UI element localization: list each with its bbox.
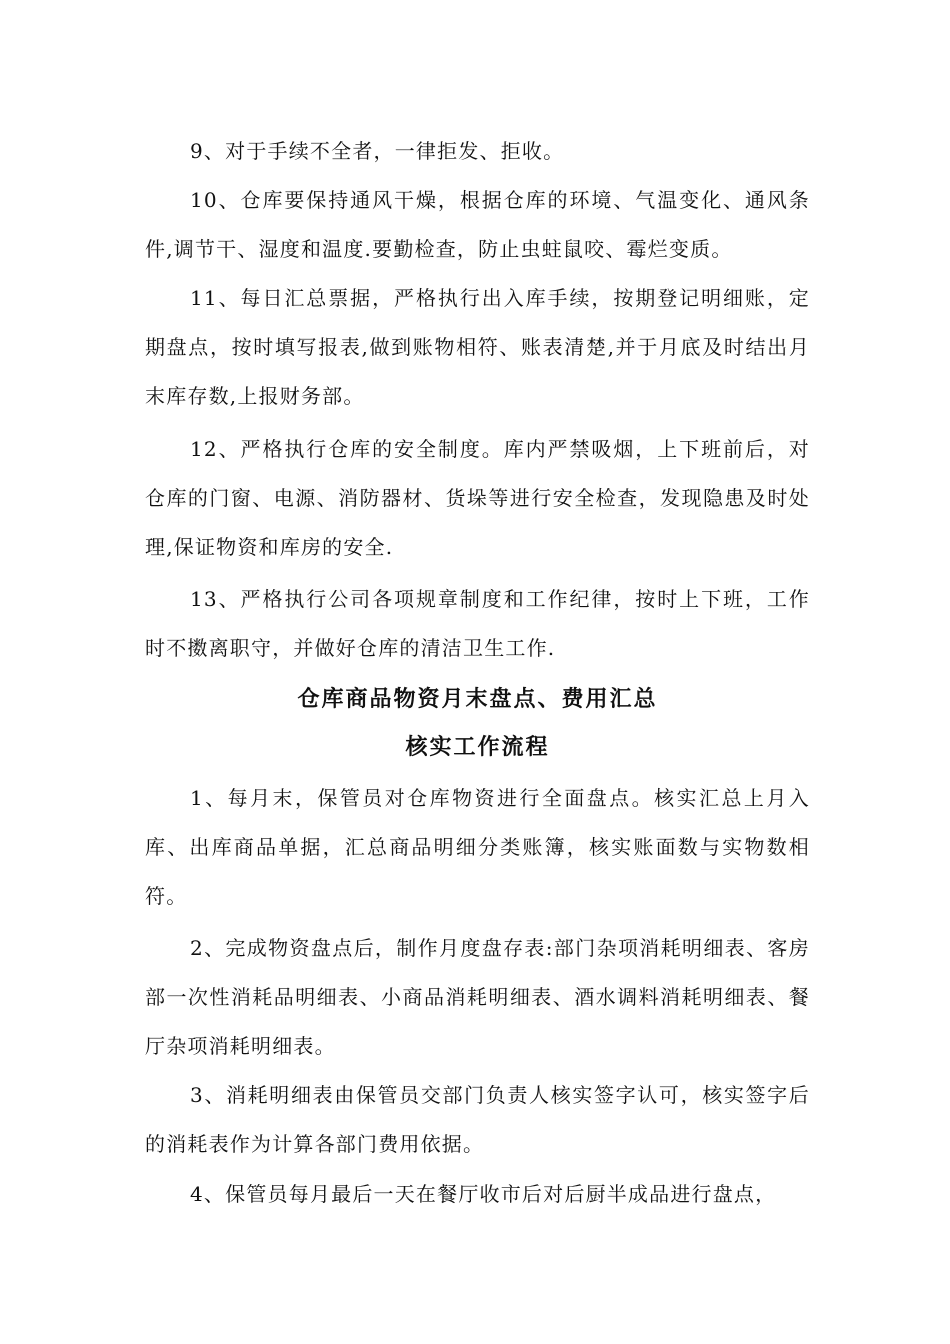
process-step-1: 1、每月末，保管员对仓库物资进行全面盘点。核实汇总上月入库、出库商品单据，汇总商品明细分类账簿，核实账面数与实物数相符。: [145, 786, 810, 908]
section-title-line-2: 核实工作流程: [405, 735, 550, 760]
process-step-3: 3、消耗明细表由保管员交部门负责人核实签字认可，核实签字后的消耗表作为计算各部门费用依据。: [145, 1083, 810, 1156]
section-title-line-1: 仓库商品物资月末盘点、费用汇总: [297, 687, 658, 712]
process-step-2: 2、完成物资盘点后，制作月度盘存表:部门杂项消耗明细表、客房部一次性消耗品明细表、小商品消耗明细表、酒水调料消耗明细表、餐厅杂项消耗明细表。: [145, 936, 810, 1058]
rule-item-9: 9、对于手续不全者，一律拒发、拒收。: [190, 139, 565, 163]
process-step-4: 4、保管员每月最后一天在餐厅收市后对后厨半成品进行盘点，: [190, 1182, 777, 1206]
rule-item-11: 11、每日汇总票据，严格执行出入库手续，按期登记明细账，定期盘点，按时填写报表,做到账物相符、账表清楚,并于月底及时结出月末库存数,上报财务部。: [145, 286, 810, 408]
rule-item-13: 13、严格执行公司各项规章制度和工作纪律，按时上下班，工作时不擞离职守，并做好仓库的清洁卫生工作.: [145, 587, 810, 660]
rule-item-10: 10、仓库要保持通风干燥，根据仓库的环境、气温变化、通风条件,调节干、湿度和温度.要勤检查，防止虫蛀鼠咬、霉烂变质。: [145, 188, 810, 261]
rule-item-12: 12、严格执行仓库的安全制度。库内严禁吸烟，上下班前后，对仓库的门窗、电源、消防器材、货垛等进行安全检查，发现隐患及时处理,保证物资和库房的安全.: [145, 437, 810, 559]
